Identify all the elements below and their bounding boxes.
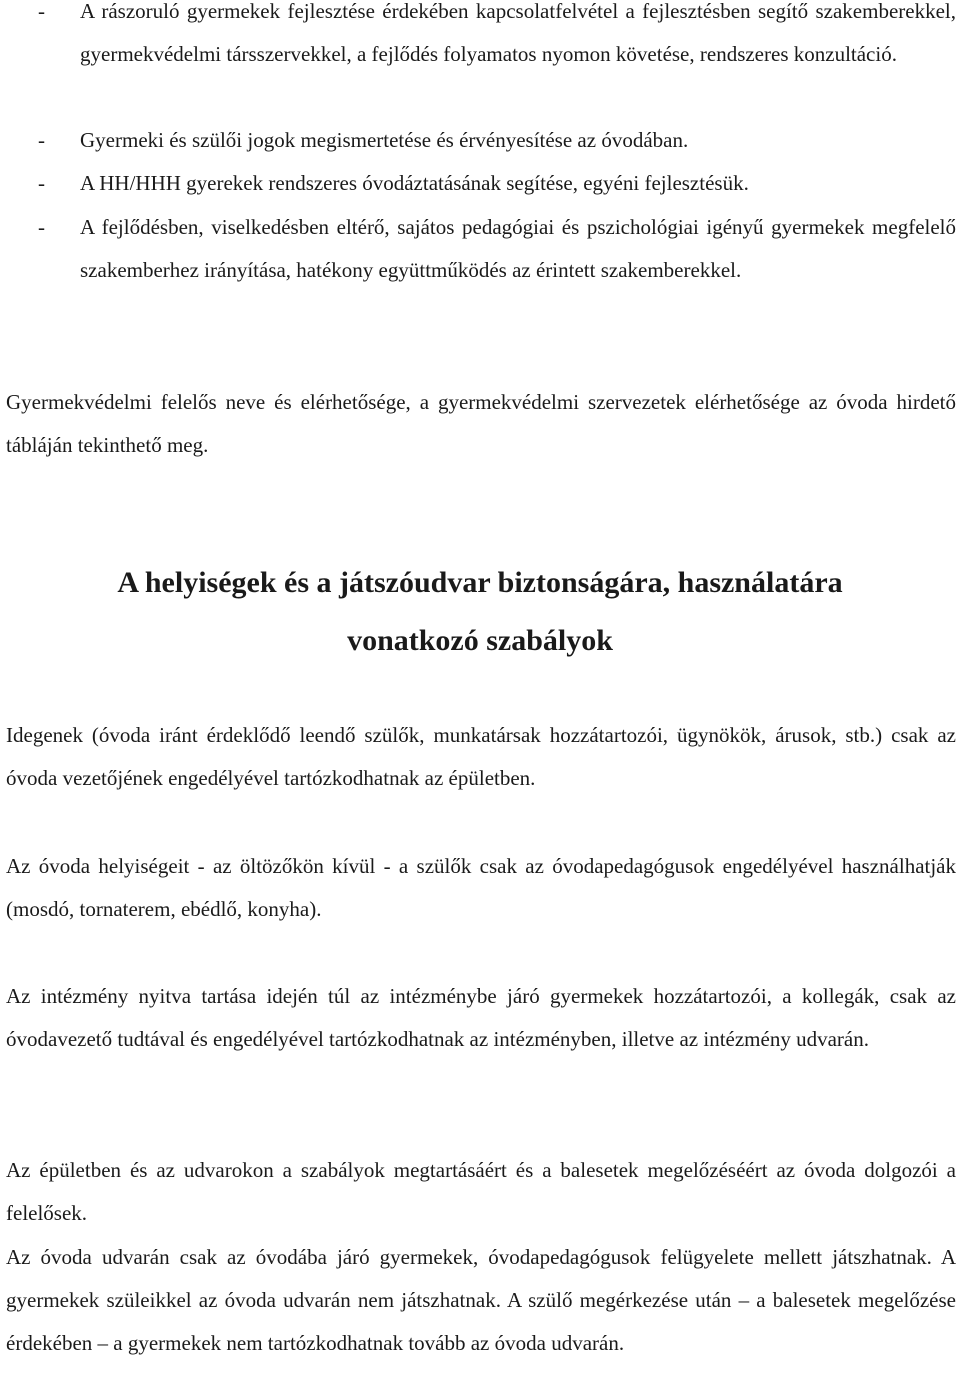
intro-paragraph: Gyermekvédelmi felelős neve és elérhetősége, a gyermekvédelmi szervezetek elérhetősége az óvoda hirdető tábláján tekinthető meg. [6,390,956,457]
list-item [38,206,956,292]
section-heading-line1: A helyiségek és a játszóudvar biztonságára, használatára [117,566,843,599]
paragraph: Az intézmény nyitva tartása idején túl az intézménybe járó gyermekek hozzátartozói, a kollegák, csak az óvodavezető tudtával és engedélyével tartózkodhatnak az intézményben, illetve az intézmény udvarán. [6,984,956,1051]
list-dash: - [38,171,45,195]
list-item-text: A fejlődésben, viselkedésben eltérő, sajátos pedagógiai és pszichológiai igényű gyermekek megfelelő szakemberhez irányítása, hatékony együttműködés az érintett szakemberekkel. [80,215,956,282]
list-item-text: A rászoruló gyermekek fejlesztése érdekében kapcsolatfelvétel a fejlesztésben segítő szakemberekkel, gyermekvédelmi társszervekkel, a fejlődés folyamatos nyomon követése, rendszeres konzultáció. [80,0,956,66]
list-item-text: Gyermeki és szülői jogok megismertetése és érvényesítése az óvodában. [80,128,689,152]
paragraph: Idegenek (óvoda iránt érdeklődő leendő szülők, munkatársak hozzátartozói, ügynökök, árusok, stb.) csak az óvoda vezetőjének engedélyével tartózkodhatnak az épületben. [6,723,956,790]
list-dash: - [38,215,45,239]
list-item [38,162,956,205]
list-dash: - [38,0,45,23]
paragraph: Az óvoda helyiségeit - az öltözőkön kívül - a szülők csak az óvodapedagógusok engedélyével használhatják (mosdó, tornaterem, ebédlő, konyha). [6,854,956,921]
list-item [38,0,956,76]
list-dash: - [38,128,45,152]
section-heading-line2: vonatkozó szabályok [347,624,613,657]
list-item-text: A HH/HHH gyerekek rendszeres óvodáztatásának segítése, egyéni fejlesztésük. [80,171,749,195]
list-item [38,119,956,162]
paragraph: Az épületben és az udvarokon a szabályok megtartásáért és a balesetek megelőzéséért az óvoda dolgozói a felelősek. [6,1158,956,1225]
section-heading [0,554,960,670]
paragraph: Az óvoda udvarán csak az óvodába járó gyermekek, óvodapedagógusok felügyelete mellett játszhatnak. A gyermekek szüleikkel az óvoda udvarán nem játszhatnak. A szülő megérkezése után – a balesetek megelőzése érdekében – a gyermekek nem tartózkodhatnak tovább az óvoda udvarán. [6,1245,956,1355]
